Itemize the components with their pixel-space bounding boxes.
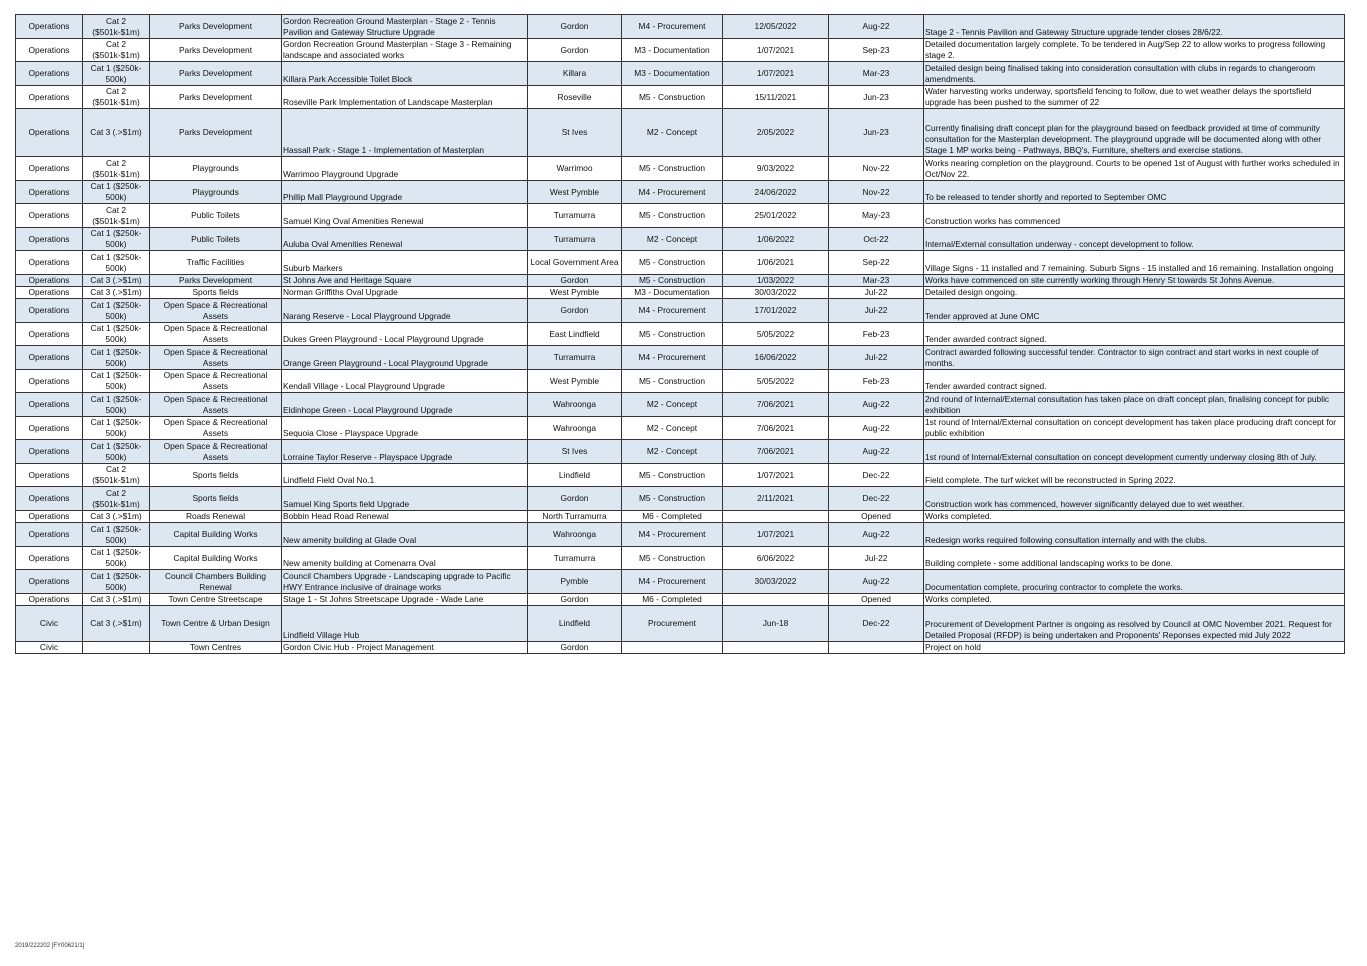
suburb-cell: Lindfield	[528, 606, 622, 642]
program-cell: Playgrounds	[150, 157, 282, 181]
stage-cell: M4 - Procurement	[622, 181, 723, 204]
comments-cell: Tender approved at June OMC	[924, 299, 1345, 323]
project-cell: Sequoia Close - Playspace Upgrade	[282, 417, 528, 440]
category-cell: Cat 2 ($501k-$1m)	[83, 15, 150, 39]
table-row	[16, 204, 1345, 228]
end-date-cell: Oct-22	[829, 228, 924, 251]
program-cell: Capital Building Works	[150, 523, 282, 547]
table-row	[16, 299, 1345, 323]
project-cell: Suburb Markers	[282, 251, 528, 275]
suburb-cell: Gordon	[528, 594, 622, 606]
start-date-cell: 25/01/2022	[723, 204, 829, 228]
comments-cell: Redesign works required following consultation internally and with the clubs.	[924, 523, 1345, 547]
comments-cell: Works completed.	[924, 594, 1345, 606]
end-date-cell: Aug-22	[829, 15, 924, 39]
end-date-cell: Jun-23	[829, 109, 924, 157]
end-date-cell: Sep-22	[829, 251, 924, 275]
end-date-cell: Jun-23	[829, 86, 924, 109]
division-cell: Operations	[16, 523, 83, 547]
comments-cell: 2nd round of Internal/External consultation has taken place on draft concept plan, finalising concept for public exhibition	[924, 393, 1345, 417]
stage-cell: M4 - Procurement	[622, 299, 723, 323]
start-date-cell: 1/07/2021	[723, 62, 829, 86]
program-cell: Open Space & Recreational Assets	[150, 440, 282, 464]
category-cell: Cat 3 (.>$1m)	[83, 511, 150, 523]
table-row	[16, 642, 1345, 654]
table-row	[16, 393, 1345, 417]
category-cell: Cat 1 ($250k-500k)	[83, 62, 150, 86]
suburb-cell: Warrimoo	[528, 157, 622, 181]
start-date-cell: Jun-18	[723, 606, 829, 642]
division-cell: Operations	[16, 594, 83, 606]
division-cell: Operations	[16, 346, 83, 370]
category-cell: Cat 1 ($250k-500k)	[83, 393, 150, 417]
end-date-cell: Opened	[829, 511, 924, 523]
table-row	[16, 487, 1345, 511]
division-cell: Operations	[16, 570, 83, 594]
suburb-cell: Gordon	[528, 39, 622, 62]
start-date-cell	[723, 511, 829, 523]
category-cell: Cat 1 ($250k-500k)	[83, 570, 150, 594]
table-row	[16, 523, 1345, 547]
projects-table	[15, 14, 1345, 654]
comments-cell: Works completed.	[924, 511, 1345, 523]
table-row	[16, 181, 1345, 204]
program-cell: Capital Building Works	[150, 547, 282, 570]
suburb-cell: Gordon	[528, 15, 622, 39]
suburb-cell: St Ives	[528, 109, 622, 157]
category-cell: Cat 1 ($250k-500k)	[83, 370, 150, 393]
suburb-cell: West Pymble	[528, 370, 622, 393]
category-cell: Cat 1 ($250k-500k)	[83, 440, 150, 464]
end-date-cell: Sep-23	[829, 39, 924, 62]
suburb-cell: Wahroonga	[528, 393, 622, 417]
end-date-cell: Mar-23	[829, 62, 924, 86]
table-row	[16, 547, 1345, 570]
program-cell: Sports fields	[150, 287, 282, 299]
program-cell: Open Space & Recreational Assets	[150, 299, 282, 323]
division-cell: Civic	[16, 606, 83, 642]
stage-cell: M5 - Construction	[622, 86, 723, 109]
end-date-cell: Jul-22	[829, 287, 924, 299]
project-cell: Dukes Green Playground - Local Playground Upgrade	[282, 323, 528, 346]
start-date-cell: 6/06/2022	[723, 547, 829, 570]
comments-cell: Detailed design ongoing.	[924, 287, 1345, 299]
table-row	[16, 440, 1345, 464]
program-cell: Parks Development	[150, 15, 282, 39]
program-cell: Town Centre & Urban Design	[150, 606, 282, 642]
comments-cell: Currently finalising draft concept plan for the playground based on feedback provided at time of community consultation for the Masterplan development. The playground upgrade will be documented along with other Stage 1 MP works being - Pathways, BBQ's, Furniture, shelters and exercise stations.	[924, 109, 1345, 157]
program-cell: Parks Development	[150, 86, 282, 109]
table-row	[16, 228, 1345, 251]
start-date-cell: 30/03/2022	[723, 287, 829, 299]
category-cell: Cat 1 ($250k-500k)	[83, 323, 150, 346]
comments-cell: Construction works has commenced	[924, 204, 1345, 228]
end-date-cell: Aug-22	[829, 393, 924, 417]
comments-cell: Village Signs - 11 installed and 7 remaining. Suburb Signs - 15 installed and 16 remaining. Installation ongoing	[924, 251, 1345, 275]
project-cell: Roseville Park Implementation of Landscape Masterplan	[282, 86, 528, 109]
program-cell: Open Space & Recreational Assets	[150, 393, 282, 417]
category-cell: Cat 2 ($501k-$1m)	[83, 86, 150, 109]
end-date-cell: Jul-22	[829, 299, 924, 323]
stage-cell: M5 - Construction	[622, 204, 723, 228]
project-cell: Lindfield Village Hub	[282, 606, 528, 642]
table-row	[16, 287, 1345, 299]
start-date-cell: 7/06/2021	[723, 440, 829, 464]
table-row	[16, 606, 1345, 642]
stage-cell: M6 - Completed	[622, 511, 723, 523]
stage-cell: M5 - Construction	[622, 275, 723, 287]
start-date-cell: 1/07/2021	[723, 39, 829, 62]
program-cell: Public Toilets	[150, 204, 282, 228]
division-cell: Operations	[16, 417, 83, 440]
stage-cell: M4 - Procurement	[622, 570, 723, 594]
stage-cell: M5 - Construction	[622, 547, 723, 570]
program-cell: Open Space & Recreational Assets	[150, 346, 282, 370]
project-cell: Phillip Mall Playground Upgrade	[282, 181, 528, 204]
end-date-cell: Nov-22	[829, 181, 924, 204]
stage-cell: M5 - Construction	[622, 487, 723, 511]
suburb-cell: Wahroonga	[528, 417, 622, 440]
suburb-cell: Killara	[528, 62, 622, 86]
category-cell: Cat 3 (.>$1m)	[83, 606, 150, 642]
end-date-cell: Dec-22	[829, 606, 924, 642]
stage-cell: M2 - Concept	[622, 417, 723, 440]
end-date-cell: Mar-23	[829, 275, 924, 287]
end-date-cell: Dec-22	[829, 487, 924, 511]
table-row	[16, 417, 1345, 440]
stage-cell: M5 - Construction	[622, 370, 723, 393]
category-cell: Cat 3 (.>$1m)	[83, 287, 150, 299]
end-date-cell: Feb-23	[829, 323, 924, 346]
project-cell: Narang Reserve - Local Playground Upgrade	[282, 299, 528, 323]
project-cell: Gordon Civic Hub - Project Management	[282, 642, 528, 654]
category-cell: Cat 2 ($501k-$1m)	[83, 157, 150, 181]
program-cell: Council Chambers Building Renewal	[150, 570, 282, 594]
project-cell: Auluba Oval Amenities Renewal	[282, 228, 528, 251]
division-cell: Civic	[16, 642, 83, 654]
start-date-cell: 1/06/2021	[723, 251, 829, 275]
suburb-cell: Roseville	[528, 86, 622, 109]
stage-cell: M3 - Documentation	[622, 287, 723, 299]
division-cell: Operations	[16, 62, 83, 86]
stage-cell: M4 - Procurement	[622, 523, 723, 547]
start-date-cell: 30/03/2022	[723, 570, 829, 594]
division-cell: Operations	[16, 39, 83, 62]
stage-cell: Procurement	[622, 606, 723, 642]
program-cell: Parks Development	[150, 275, 282, 287]
table-row	[16, 109, 1345, 157]
division-cell: Operations	[16, 370, 83, 393]
project-cell: Orange Green Playground - Local Playground Upgrade	[282, 346, 528, 370]
category-cell: Cat 2 ($501k-$1m)	[83, 204, 150, 228]
end-date-cell: May-23	[829, 204, 924, 228]
suburb-cell: Turramurra	[528, 228, 622, 251]
suburb-cell: Wahroonga	[528, 523, 622, 547]
project-cell: Samuel King Sports field Upgrade	[282, 487, 528, 511]
comments-cell: Construction work has commenced, however significantly delayed due to wet weather.	[924, 487, 1345, 511]
division-cell: Operations	[16, 15, 83, 39]
table-row	[16, 323, 1345, 346]
program-cell: Town Centre Streetscape	[150, 594, 282, 606]
start-date-cell: 17/01/2022	[723, 299, 829, 323]
division-cell: Operations	[16, 287, 83, 299]
division-cell: Operations	[16, 511, 83, 523]
category-cell: Cat 2 ($501k-$1m)	[83, 39, 150, 62]
comments-cell: Building complete - some additional landscaping works to be done.	[924, 547, 1345, 570]
start-date-cell	[723, 594, 829, 606]
stage-cell: M2 - Concept	[622, 440, 723, 464]
table-row	[16, 62, 1345, 86]
table-row	[16, 370, 1345, 393]
comments-cell: Procurement of Development Partner is ongoing as resolved by Council at OMC November 2021. Request for Detailed Proposal (RFDP) is being undertaken and Proponents' Reponses expected mid July 2022	[924, 606, 1345, 642]
comments-cell: Field complete. The turf wicket will be reconstructed in Spring 2022.	[924, 464, 1345, 487]
category-cell: Cat 3 (.>$1m)	[83, 594, 150, 606]
project-cell: Bobbin Head Road Renewal	[282, 511, 528, 523]
stage-cell: M6 - Completed	[622, 594, 723, 606]
comments-cell: Water harvesting works underway, sportsfield fencing to follow, due to wet weather delays the sportsfield upgrade has been pushed to the summer of 22	[924, 86, 1345, 109]
program-cell: Parks Development	[150, 39, 282, 62]
table-body	[16, 15, 1345, 654]
division-cell: Operations	[16, 464, 83, 487]
category-cell: Cat 1 ($250k-500k)	[83, 228, 150, 251]
suburb-cell: Gordon	[528, 487, 622, 511]
start-date-cell: 2/05/2022	[723, 109, 829, 157]
start-date-cell: 9/03/2022	[723, 157, 829, 181]
start-date-cell: 5/05/2022	[723, 323, 829, 346]
project-cell: Warrimoo Playground Upgrade	[282, 157, 528, 181]
stage-cell: M4 - Procurement	[622, 346, 723, 370]
project-cell: St Johns Ave and Heritage Square	[282, 275, 528, 287]
comments-cell: Works have commenced on site currently working through Henry St towards St Johns Avenue.	[924, 275, 1345, 287]
stage-cell: M4 - Procurement	[622, 15, 723, 39]
comments-cell: Works nearing completion on the playground. Courts to be opened 1st of August with further works scheduled in Oct/Nov 22.	[924, 157, 1345, 181]
category-cell: Cat 1 ($250k-500k)	[83, 251, 150, 275]
suburb-cell: St Ives	[528, 440, 622, 464]
start-date-cell: 1/06/2022	[723, 228, 829, 251]
stage-cell: M2 - Concept	[622, 393, 723, 417]
stage-cell: M5 - Construction	[622, 251, 723, 275]
suburb-cell: Turramurra	[528, 204, 622, 228]
start-date-cell: 12/05/2022	[723, 15, 829, 39]
comments-cell: Detailed documentation largely complete. To be tendered in Aug/Sep 22 to allow works to progress following stage 2.	[924, 39, 1345, 62]
category-cell: Cat 3 (.>$1m)	[83, 109, 150, 157]
stage-cell	[622, 642, 723, 654]
stage-cell: M5 - Construction	[622, 157, 723, 181]
project-cell: Gordon Recreation Ground Masterplan - Stage 3 - Remaining landscape and associated works	[282, 39, 528, 62]
stage-cell: M5 - Construction	[622, 464, 723, 487]
category-cell	[83, 642, 150, 654]
suburb-cell: Lindfield	[528, 464, 622, 487]
program-cell: Open Space & Recreational Assets	[150, 417, 282, 440]
division-cell: Operations	[16, 393, 83, 417]
stage-cell: M5 - Construction	[622, 323, 723, 346]
start-date-cell: 15/11/2021	[723, 86, 829, 109]
end-date-cell: Opened	[829, 594, 924, 606]
division-cell: Operations	[16, 299, 83, 323]
table-row	[16, 86, 1345, 109]
table-row	[16, 346, 1345, 370]
end-date-cell	[829, 642, 924, 654]
division-cell: Operations	[16, 323, 83, 346]
end-date-cell: Aug-22	[829, 417, 924, 440]
project-cell: Council Chambers Upgrade - Landscaping upgrade to Pacific HWY Entrance inclusive of drainage works	[282, 570, 528, 594]
suburb-cell: Local Government Area	[528, 251, 622, 275]
end-date-cell: Jul-22	[829, 346, 924, 370]
suburb-cell: East Lindfield	[528, 323, 622, 346]
start-date-cell	[723, 642, 829, 654]
category-cell: Cat 2 ($501k-$1m)	[83, 487, 150, 511]
start-date-cell: 2/11/2021	[723, 487, 829, 511]
category-cell: Cat 1 ($250k-500k)	[83, 181, 150, 204]
table-row	[16, 464, 1345, 487]
end-date-cell: Aug-22	[829, 440, 924, 464]
division-cell: Operations	[16, 204, 83, 228]
table-row	[16, 275, 1345, 287]
category-cell: Cat 2 ($501k-$1m)	[83, 464, 150, 487]
comments-cell: Internal/External consultation underway - concept development to follow.	[924, 228, 1345, 251]
project-cell: Eldinhope Green - Local Playground Upgrade	[282, 393, 528, 417]
stage-cell: M3 - Documentation	[622, 39, 723, 62]
comments-cell: 1st round of Internal/External consultation on concept development currently underway closing 8th of July.	[924, 440, 1345, 464]
table-row	[16, 157, 1345, 181]
category-cell: Cat 3 (.>$1m)	[83, 275, 150, 287]
comments-cell: Stage 2 - Tennis Pavilion and Gateway Structure upgrade tender closes 28/6/22.	[924, 15, 1345, 39]
project-cell: New amenity building at Glade Oval	[282, 523, 528, 547]
division-cell: Operations	[16, 228, 83, 251]
suburb-cell: Pymble	[528, 570, 622, 594]
end-date-cell: Aug-22	[829, 523, 924, 547]
suburb-cell: Gordon	[528, 299, 622, 323]
project-cell: Lorraine Taylor Reserve - Playspace Upgrade	[282, 440, 528, 464]
category-cell: Cat 1 ($250k-500k)	[83, 346, 150, 370]
end-date-cell: Nov-22	[829, 157, 924, 181]
program-cell: Playgrounds	[150, 181, 282, 204]
end-date-cell: Dec-22	[829, 464, 924, 487]
category-cell: Cat 1 ($250k-500k)	[83, 417, 150, 440]
comments-cell: Tender awarded contract signed.	[924, 323, 1345, 346]
suburb-cell: West Pymble	[528, 287, 622, 299]
start-date-cell: 7/06/2021	[723, 393, 829, 417]
division-cell: Operations	[16, 109, 83, 157]
division-cell: Operations	[16, 157, 83, 181]
table-row	[16, 570, 1345, 594]
category-cell: Cat 1 ($250k-500k)	[83, 523, 150, 547]
division-cell: Operations	[16, 275, 83, 287]
suburb-cell: North Turramurra	[528, 511, 622, 523]
start-date-cell: 5/05/2022	[723, 370, 829, 393]
end-date-cell: Feb-23	[829, 370, 924, 393]
start-date-cell: 1/07/2021	[723, 523, 829, 547]
end-date-cell: Aug-22	[829, 570, 924, 594]
program-cell: Traffic Facilities	[150, 251, 282, 275]
division-cell: Operations	[16, 86, 83, 109]
table-row	[16, 511, 1345, 523]
comments-cell: Tender awarded contract signed.	[924, 370, 1345, 393]
stage-cell: M2 - Concept	[622, 228, 723, 251]
project-cell: New amenity building at Comenarra Oval	[282, 547, 528, 570]
program-cell: Public Toilets	[150, 228, 282, 251]
start-date-cell: 1/03/2022	[723, 275, 829, 287]
table-row	[16, 15, 1345, 39]
start-date-cell: 24/06/2022	[723, 181, 829, 204]
program-cell: Open Space & Recreational Assets	[150, 323, 282, 346]
project-cell: Samuel King Oval Amenities Renewal	[282, 204, 528, 228]
table-row	[16, 39, 1345, 62]
division-cell: Operations	[16, 251, 83, 275]
suburb-cell: Turramurra	[528, 346, 622, 370]
category-cell: Cat 1 ($250k-500k)	[83, 299, 150, 323]
suburb-cell: Gordon	[528, 642, 622, 654]
stage-cell: M2 - Concept	[622, 109, 723, 157]
project-cell: Lindfield Field Oval No.1	[282, 464, 528, 487]
document-reference: 2019/222202 [FY00621/1]	[15, 943, 85, 949]
start-date-cell: 1/07/2021	[723, 464, 829, 487]
program-cell: Town Centres	[150, 642, 282, 654]
program-cell: Sports fields	[150, 464, 282, 487]
program-cell: Parks Development	[150, 62, 282, 86]
comments-cell: Project on hold	[924, 642, 1345, 654]
division-cell: Operations	[16, 181, 83, 204]
start-date-cell: 7/06/2021	[723, 417, 829, 440]
comments-cell: To be released to tender shortly and reported to September OMC	[924, 181, 1345, 204]
project-cell: Gordon Recreation Ground Masterplan - Stage 2 - Tennis Pavilion and Gateway Structure Upgrade	[282, 15, 528, 39]
stage-cell: M3 - Documentation	[622, 62, 723, 86]
division-cell: Operations	[16, 440, 83, 464]
comments-cell: Contract awarded following successful tender. Contractor to sign contract and start works in next couple of months.	[924, 346, 1345, 370]
project-cell: Norman Griffiths Oval Upgrade	[282, 287, 528, 299]
comments-cell: 1st round of Internal/External consultation on concept development has taken place producing draft concept for public exhibition	[924, 417, 1345, 440]
division-cell: Operations	[16, 487, 83, 511]
category-cell: Cat 1 ($250k-500k)	[83, 547, 150, 570]
project-cell: Killara Park Accessible Toilet Block	[282, 62, 528, 86]
table-row	[16, 251, 1345, 275]
project-cell: Stage 1 - St Johns Streetscape Upgrade - Wade Lane	[282, 594, 528, 606]
suburb-cell: West Pymble	[528, 181, 622, 204]
program-cell: Parks Development	[150, 109, 282, 157]
suburb-cell: Turramurra	[528, 547, 622, 570]
program-cell: Open Space & Recreational Assets	[150, 370, 282, 393]
comments-cell: Detailed design being finalised taking into consideration consultation with clubs in regards to changeroom amendments.	[924, 62, 1345, 86]
project-cell: Hassall Park - Stage 1 - Implementation of Masterplan	[282, 109, 528, 157]
project-cell: Kendall Village - Local Playground Upgrade	[282, 370, 528, 393]
comments-cell: Documentation complete, procuring contractor to complete the works.	[924, 570, 1345, 594]
suburb-cell: Gordon	[528, 275, 622, 287]
division-cell: Operations	[16, 547, 83, 570]
program-cell: Roads Renewal	[150, 511, 282, 523]
program-cell: Sports fields	[150, 487, 282, 511]
table-row	[16, 594, 1345, 606]
end-date-cell: Jul-22	[829, 547, 924, 570]
start-date-cell: 16/06/2022	[723, 346, 829, 370]
